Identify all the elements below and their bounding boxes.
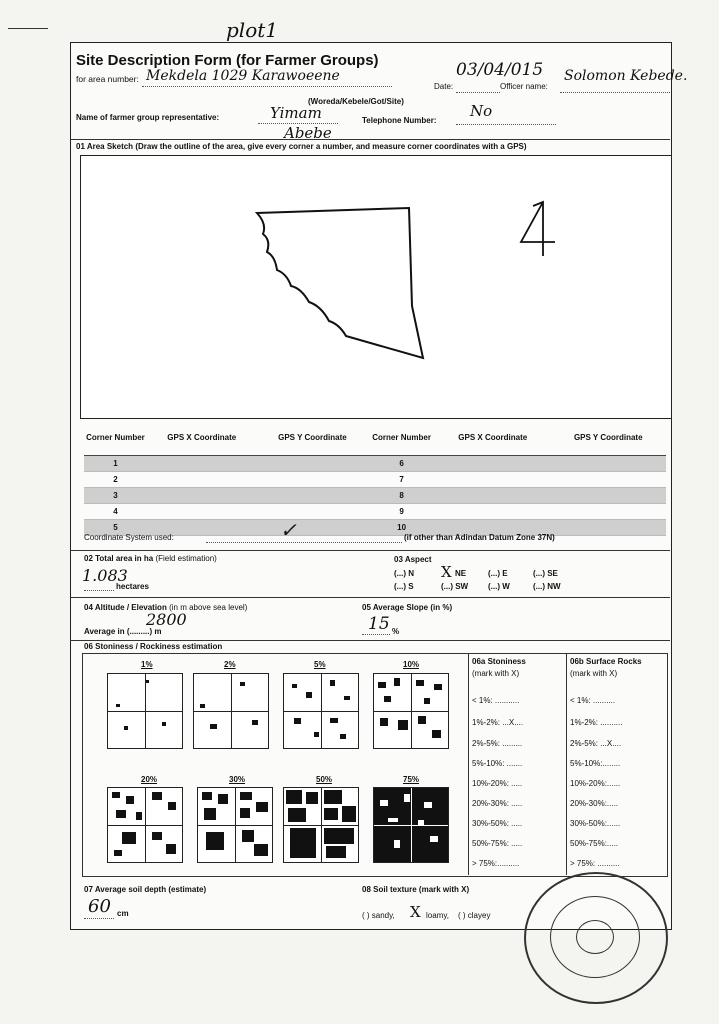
table-row [84, 504, 666, 520]
soil-depth-line [84, 918, 114, 919]
margin-mark [8, 28, 48, 29]
pct-label: 5% [314, 660, 326, 669]
phone-value[interactable]: No [470, 102, 493, 120]
stoniness-b-option[interactable]: 50%-75%:..... [570, 839, 619, 848]
corner-cell: 4 [84, 504, 147, 520]
col-gps-y-2: GPS Y Coordinate [550, 419, 666, 456]
gps-x-cell[interactable] [147, 504, 257, 520]
area-outline-drawing [81, 156, 671, 418]
officer-value[interactable]: Solomon Kebede. [564, 68, 688, 84]
officer-label: Officer name: [500, 82, 548, 91]
corner-cell: 9 [368, 504, 435, 520]
soil-depth-value[interactable]: 60 [88, 896, 111, 917]
area-sketch-box[interactable] [80, 155, 672, 419]
stoniness-b-option[interactable]: 30%-50%:...... [570, 819, 621, 828]
stoniness-b-option[interactable]: 2%-5%: ...X.... [570, 739, 622, 748]
plot-outline [257, 208, 423, 358]
corner-cell: 3 [84, 488, 147, 504]
area-label: for area number: [76, 74, 139, 84]
gps-x-cell[interactable] [435, 504, 550, 520]
gps-y-cell[interactable] [257, 504, 369, 520]
gps-x-cell[interactable] [147, 472, 257, 488]
date-value[interactable]: 03/04/015 [456, 60, 544, 80]
pct-label: 50% [316, 775, 333, 784]
aspect-n[interactable]: (...) N [394, 569, 414, 578]
gps-x-cell[interactable] [147, 456, 257, 472]
gps-coordinate-table [84, 419, 666, 536]
sketch-heading-rest: (Draw the outline of the area, give every corner a number, and measure corner coordinates with a GPS) [135, 142, 527, 151]
total-area-hint: (Field estimation) [155, 554, 217, 563]
stoniness-b-option[interactable]: > 75%: .......... [570, 859, 620, 868]
slope-unit: % [392, 627, 400, 636]
stoniness-sample-50 [283, 787, 359, 863]
aspect-se[interactable]: (...) SE [533, 569, 558, 578]
divider [70, 640, 670, 641]
area-value[interactable]: Mekdela 1029 Karawoeene [146, 68, 340, 84]
stoniness-sample-2 [193, 673, 269, 749]
stoniness-a-option[interactable]: > 75%:.......... [472, 859, 520, 868]
divider [70, 550, 670, 551]
altitude-label: 04 Altitude / Elevation [84, 603, 167, 612]
altitude-average-label: Average in (.........) m [84, 627, 162, 636]
aspect-mark: X [441, 563, 452, 581]
top-note: plot1 [226, 18, 279, 42]
col-corner-number: Corner Number [84, 419, 147, 456]
aspect-e[interactable]: (...) E [488, 569, 508, 578]
stoniness-b-option[interactable]: 5%-10%:........ [570, 759, 621, 768]
stamp-emblem-icon [576, 920, 614, 954]
phone-label: Telephone Number: [362, 116, 437, 125]
stoniness-col-divider [468, 653, 469, 875]
soil-texture-sandy[interactable]: ( ) sandy, [362, 911, 395, 920]
rep-value-2[interactable]: Abebe [284, 124, 332, 142]
soil-texture-heading: 08 Soil texture (mark with X) [362, 885, 470, 894]
altitude-hint: (in m above sea level) [169, 603, 248, 612]
gps-y-cell[interactable] [257, 472, 369, 488]
stoniness-b-option[interactable]: 10%-20%:...... [570, 779, 621, 788]
stoniness-a-option[interactable]: 50%-75%: ..... [472, 839, 523, 848]
gps-y-cell[interactable] [257, 488, 369, 504]
stoniness-a-option[interactable]: 1%-2%: ...X.... [472, 718, 524, 727]
phone-line [456, 124, 556, 125]
gps-x-cell[interactable] [435, 456, 550, 472]
soil-texture-loamy[interactable]: loamy, [426, 911, 449, 920]
table-row [84, 488, 666, 504]
stoniness-col-b-header: 06b Surface Rocks [570, 657, 642, 666]
stoniness-col-a-header: 06a Stoniness [472, 657, 526, 666]
admin-hint: (Woreda/Kebele/Got/Site) [308, 97, 404, 106]
gps-y-cell[interactable] [550, 456, 666, 472]
aspect-nw[interactable]: (...) NW [533, 582, 561, 591]
soil-texture-clayey[interactable]: ( ) clayey [458, 911, 491, 920]
date-line [456, 92, 500, 93]
rep-value-1[interactable]: Yimam [270, 104, 322, 122]
rep-label: Name of farmer group representative: [76, 113, 220, 122]
sketch-heading-bold: 01 Area Sketch [76, 142, 134, 151]
total-area-line [84, 590, 114, 591]
col-corner-number-2: Corner Number [368, 419, 435, 456]
corner-cell: 7 [368, 472, 435, 488]
stoniness-a-option[interactable]: 5%-10%: ....... [472, 759, 523, 768]
pct-label: 2% [224, 660, 236, 669]
corner-cell: 2 [84, 472, 147, 488]
stoniness-b-option[interactable]: 1%-2%: .......... [570, 718, 623, 727]
total-area-heading [84, 554, 217, 563]
stoniness-heading: 06 Stoniness / Rockiness estimation [84, 642, 223, 651]
corner-cell: 8 [368, 488, 435, 504]
coord-system-value[interactable]: ✓ [280, 518, 297, 542]
form-title: Site Description Form (for Farmer Groups) [76, 52, 379, 69]
col-gps-y: GPS Y Coordinate [257, 419, 369, 456]
corner-cell: 1 [84, 456, 147, 472]
stoniness-col-a-sub: (mark with X) [472, 669, 520, 678]
stoniness-a-option[interactable]: 30%-50%: ..... [472, 819, 523, 828]
aspect-sw[interactable]: (...) SW [441, 582, 469, 591]
total-area-unit: hectares [116, 582, 149, 591]
stoniness-b-option[interactable]: < 1%: .......... [570, 696, 616, 705]
sketch-heading [76, 142, 527, 151]
pct-label: 75% [403, 775, 420, 784]
soil-texture-mark: X [410, 903, 421, 921]
stoniness-sample-10 [373, 673, 449, 749]
gps-y-cell[interactable] [257, 520, 369, 536]
gps-x-cell[interactable] [435, 488, 550, 504]
soil-depth-unit: cm [117, 909, 129, 918]
gps-y-cell[interactable] [550, 488, 666, 504]
stoniness-sample-30 [197, 787, 273, 863]
slope-value[interactable]: 15 [368, 614, 390, 634]
slope-heading: 05 Average Slope (in %) [362, 603, 453, 612]
total-area-value[interactable]: 1.083 [82, 566, 128, 585]
pct-label: 20% [141, 775, 158, 784]
stoniness-sample-5 [283, 673, 359, 749]
official-stamp [524, 872, 668, 1004]
col-gps-x: GPS X Coordinate [147, 419, 257, 456]
date-label: Date: [434, 82, 454, 91]
gps-x-cell[interactable] [435, 472, 550, 488]
area-line [142, 86, 392, 87]
stoniness-col-divider [566, 653, 567, 875]
stoniness-sample-75 [373, 787, 449, 863]
col-gps-x-2: GPS X Coordinate [435, 419, 550, 456]
coord-system-label: Coordinate System used: [84, 533, 174, 542]
aspect-s[interactable]: (...) S [394, 582, 414, 591]
stoniness-sample-1 [107, 673, 183, 749]
stoniness-a-option[interactable]: 2%-5%: ......... [472, 739, 523, 748]
pct-label: 1% [141, 660, 153, 669]
altitude-value[interactable]: 2800 [146, 610, 187, 629]
stoniness-sample-20 [107, 787, 183, 863]
gps-header-row [84, 419, 666, 456]
coord-system-line [206, 542, 402, 543]
stoniness-b-option[interactable]: 20%-30%:..... [570, 799, 619, 808]
soil-depth-heading: 07 Average soil depth (estimate) [84, 885, 207, 894]
stoniness-a-option[interactable]: 10%-20%: ..... [472, 779, 523, 788]
stoniness-a-option[interactable]: < 1%: ........... [472, 696, 520, 705]
divider [70, 597, 670, 598]
aspect-heading: 03 Aspect [394, 555, 432, 564]
pct-label: 30% [229, 775, 246, 784]
gps-y-cell[interactable] [550, 520, 666, 536]
corner-cell: 5 [84, 520, 147, 536]
north-arrow-icon [521, 202, 555, 256]
coord-system-suffix: (if other than Adindan Datum Zone 37N) [404, 533, 555, 542]
table-row [84, 456, 666, 472]
stoniness-a-option[interactable]: 20%-30%: ..... [472, 799, 523, 808]
table-row [84, 472, 666, 488]
divider [70, 139, 670, 140]
officer-line [560, 92, 670, 93]
stoniness-col-b-sub: (mark with X) [570, 669, 618, 678]
slope-line [362, 634, 390, 635]
corner-cell: 10 [368, 520, 435, 536]
aspect-w[interactable]: (...) W [488, 582, 510, 591]
gps-y-cell[interactable] [550, 472, 666, 488]
aspect-ne[interactable]: NE [455, 569, 467, 578]
gps-x-cell[interactable] [147, 488, 257, 504]
pct-label: 10% [403, 660, 420, 669]
gps-y-cell[interactable] [550, 504, 666, 520]
total-area-label: 02 Total area in ha [84, 554, 154, 563]
gps-y-cell[interactable] [257, 456, 369, 472]
corner-cell: 6 [368, 456, 435, 472]
